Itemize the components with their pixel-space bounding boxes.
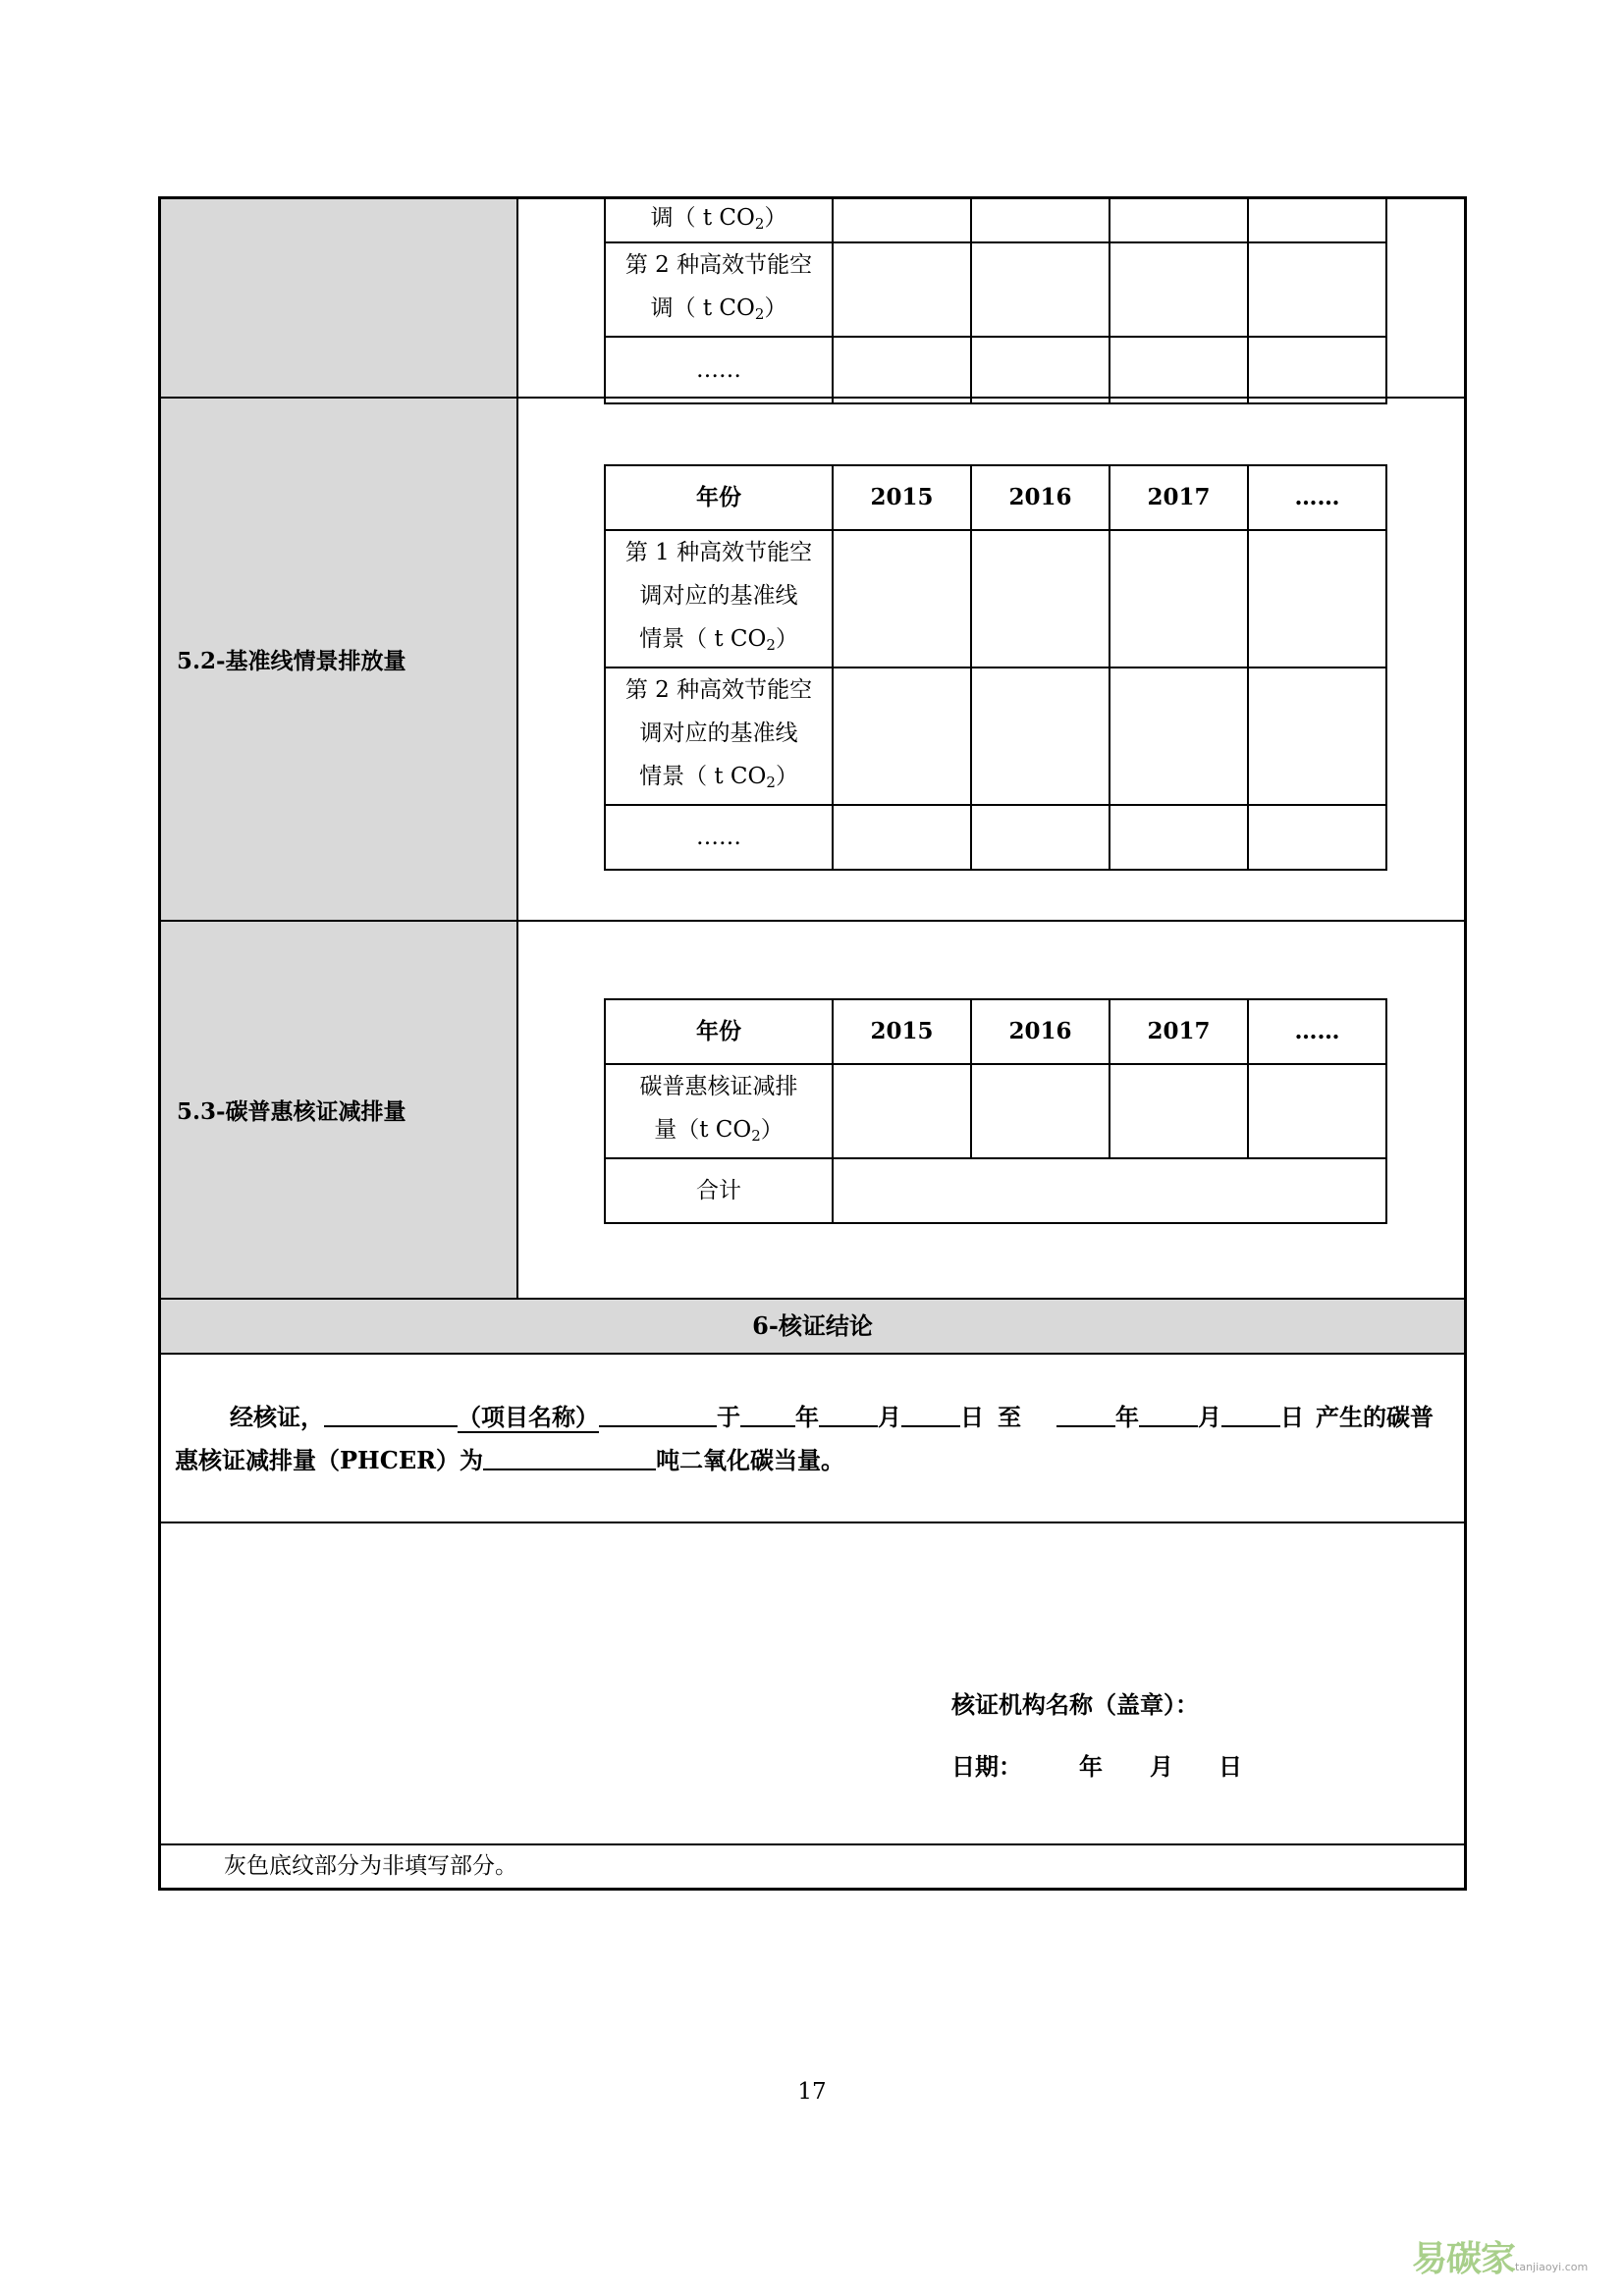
table-cell[interactable] <box>971 1064 1110 1158</box>
gray-label-cell <box>161 199 518 397</box>
table-cell[interactable] <box>971 530 1110 667</box>
row-label: …… <box>605 805 833 870</box>
table-cell[interactable] <box>1248 337 1386 403</box>
row-label: …… <box>605 337 833 403</box>
conclusion-text: 经核证， （项目名称） 于 年 月 日 至 年 月 日 产生的碳普 惠核证减排量（PHCER）为 吨二氧化碳当量。 <box>161 1355 1464 1523</box>
table-cell[interactable] <box>971 242 1110 337</box>
date-label-row: 日期： 年 月 日 <box>951 1752 1242 1781</box>
start-day-blank[interactable] <box>901 1398 960 1427</box>
table-cell[interactable] <box>833 242 971 337</box>
table-cell[interactable] <box>1248 530 1386 667</box>
table-row <box>605 337 1386 403</box>
table-row <box>605 530 1386 667</box>
table-cell[interactable] <box>1248 242 1386 337</box>
header-more: …… <box>1248 999 1386 1064</box>
table-cell[interactable] <box>971 198 1110 242</box>
section-5-2-content <box>518 399 1464 920</box>
end-month-blank[interactable] <box>1139 1398 1198 1427</box>
table-header-row <box>605 999 1386 1064</box>
table-cell[interactable] <box>1110 667 1248 805</box>
header-more: …… <box>1248 465 1386 530</box>
section-5-2-row <box>161 399 1464 922</box>
baseline-emissions-table <box>604 464 1387 871</box>
project-name-blank-1[interactable] <box>324 1398 458 1427</box>
table-row <box>605 1064 1386 1158</box>
table-cell[interactable] <box>833 667 971 805</box>
table-cell[interactable] <box>833 1064 971 1158</box>
table-cell[interactable] <box>1110 337 1248 403</box>
continuation-content <box>518 199 1464 397</box>
section-5-3-content <box>518 922 1464 1298</box>
start-year-blank[interactable] <box>740 1398 795 1427</box>
table-cell[interactable] <box>1248 198 1386 242</box>
table-row <box>605 667 1386 805</box>
table-cell[interactable] <box>1110 805 1248 870</box>
table-row <box>605 805 1386 870</box>
total-value-cell[interactable] <box>833 1158 1386 1223</box>
end-year-blank[interactable] <box>1056 1398 1115 1427</box>
total-label: 合计 <box>605 1158 833 1223</box>
header-2015: 2015 <box>833 999 971 1064</box>
row-label: 调（ t $CO_2$） <box>605 198 833 242</box>
table-cell[interactable] <box>833 198 971 242</box>
end-day-blank[interactable] <box>1221 1398 1280 1427</box>
row-label: 第 2 种高效节能空 调对应的基准线 情景（ t $CO_2$） <box>605 667 833 805</box>
header-year: 年份 <box>605 465 833 530</box>
row-label: 第 2 种高效节能空 调（ t $CO_2$） <box>605 242 833 337</box>
row-label: 第 1 种高效节能空 调对应的基准线 情景（ t $CO_2$） <box>605 530 833 667</box>
table-cell[interactable] <box>833 805 971 870</box>
continuation-row <box>161 199 1464 399</box>
table-cell[interactable] <box>1110 1064 1248 1158</box>
table-row <box>605 198 1386 242</box>
section-5-3-label: 5.3-碳普惠核证减排量 <box>161 922 518 1298</box>
phcer-table <box>604 998 1387 1224</box>
table-row <box>605 242 1386 337</box>
header-2017: 2017 <box>1110 465 1248 530</box>
project-name-blank-2[interactable] <box>599 1398 717 1427</box>
header-2016: 2016 <box>971 999 1110 1064</box>
verification-form <box>158 196 1467 1891</box>
org-name-label: 核证机构名称（盖章）： <box>951 1690 1199 1719</box>
table-cell[interactable] <box>971 337 1110 403</box>
section-5-2-label: 5.2-基准线情景排放量 <box>161 399 518 920</box>
phcer-amount-blank[interactable] <box>483 1441 656 1470</box>
table-cell[interactable] <box>1110 242 1248 337</box>
header-2017: 2017 <box>1110 999 1248 1064</box>
table-cell[interactable] <box>971 667 1110 805</box>
table-cell[interactable] <box>1248 805 1386 870</box>
continuation-table <box>604 197 1387 404</box>
page-number: 17 <box>797 2079 827 2105</box>
section-5-3-row <box>161 922 1464 1300</box>
start-month-blank[interactable] <box>819 1398 878 1427</box>
table-cell[interactable] <box>1110 530 1248 667</box>
footnote: 灰色底纹部分为非填写部分。 <box>224 1853 517 1879</box>
header-2015: 2015 <box>833 465 971 530</box>
table-cell[interactable] <box>971 805 1110 870</box>
table-cell[interactable] <box>833 530 971 667</box>
table-cell[interactable] <box>833 337 971 403</box>
row-label: 碳普惠核证减排 量（t $CO_2$） <box>605 1064 833 1158</box>
table-cell[interactable] <box>1248 1064 1386 1158</box>
signature-area <box>161 1523 1464 1845</box>
table-cell[interactable] <box>1110 198 1248 242</box>
table-header-row <box>605 465 1386 530</box>
table-cell[interactable] <box>1248 667 1386 805</box>
site-watermark: 易碳家tanjiaoyi.com <box>1412 2239 1589 2279</box>
header-2016: 2016 <box>971 465 1110 530</box>
section-6-title: 6-核证结论 <box>161 1300 1464 1355</box>
header-year: 年份 <box>605 999 833 1064</box>
total-row <box>605 1158 1386 1223</box>
